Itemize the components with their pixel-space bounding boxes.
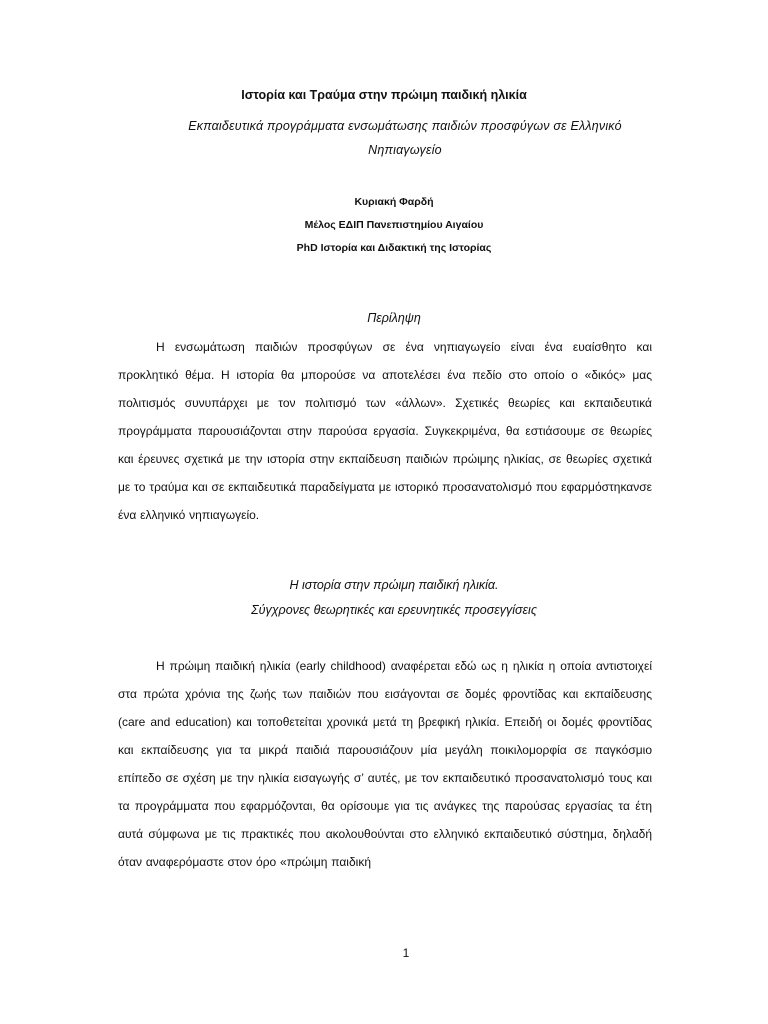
author-name: Κυριακή Φαρδή xyxy=(354,196,434,208)
section-paragraph: Η πρώιμη παιδική ηλικία (early childhood) αναφέρεται εδώ ως η ηλικία η οποία αντιστοιχεί στα πρώτα χρόνια της ζωής των παιδιών που εισάγονται σε δομές φροντίδας και εκπαίδευσης (care and education) και τοποθετείται χρονικά μετά τη βρεφική ηλικία. Επειδή οι δομές φροντίδας και εκπαίδευσης για τα μικρά παιδιά παρουσιάζουν μία μεγάλη ποικιλομορφία σε παγκόσμιο επίπεδο σε σχέση με την ηλικία εισαγωγής σ’ αυτές, με τον εκπαιδευτικό προσανατολισμό τους και τα προγράμματα που εφαρμόζονται, θα ορίσουμε για τις ανάγκες της παρούσας εργασίας τα έτη αυτά σύμφωνα με τις πρακτικές που ακολουθούνται στο ελληνικό εκπαιδευτικό σύστημα, δηλαδή όταν αναφερόμαστε στον όρο «πρώιμη παιδική xyxy=(118,659,652,869)
abstract-paragraph: Η ενσωμάτωση παιδιών προσφύγων σε ένα νηπιαγωγείο είναι ένα ευαίσθητο και προκλητικό θέμα. Η ιστορία θα μπορούσε να αποτελέσει ένα πεδίο στο οποίο ο «δικός» μας πολιτισμός συνυπάρχει με τον πολιτισμό των «άλλων». Σχετικές θεωρίες και εκπαιδευτικά προγράμματα παρουσιάζονται στην παρούσα εργασία. Συγκεκριμένα, θα εστιάσουμε σε θεωρίες και έρευνες σχετικά με την ιστορία στην εκπαίδευση παιδιών πρώιμης ηλικίας, σε θεωρίες σχετικά με το τραύμα και σε εκπαιδευτικά παραδείγματα με ιστορικό προσανατολισμό που εφαρμόστηκανσε ένα ελληνικό νηπιαγωγείο. xyxy=(118,340,652,522)
author-affiliation: Μέλος ΕΔΙΠ Πανεπιστημίου Αιγαίου xyxy=(304,219,484,231)
section-heading-line1: Η ιστορία στην πρώιμη παιδική ηλικία. xyxy=(289,578,499,592)
abstract-body xyxy=(118,333,652,529)
author-degree: PhD Ιστορία και Διδακτική της Ιστορίας xyxy=(296,242,492,254)
paper-subtitle: Εκπαιδευτικά προγράμματα ενσωμάτωσης παιδιών προσφύγων σε Ελληνικό Νηπιαγωγείο xyxy=(188,119,622,157)
section-body xyxy=(118,652,652,876)
section-heading-line2: Σύγχρονες θεωρητικές και ερευνητικές προσεγγίσεις xyxy=(251,603,537,617)
page-number: 1 xyxy=(402,946,410,960)
abstract-heading: Περίληψη xyxy=(367,311,421,325)
paper-title: Ιστορία και Τραύμα στην πρώιμη παιδική ηλικία xyxy=(241,88,527,102)
